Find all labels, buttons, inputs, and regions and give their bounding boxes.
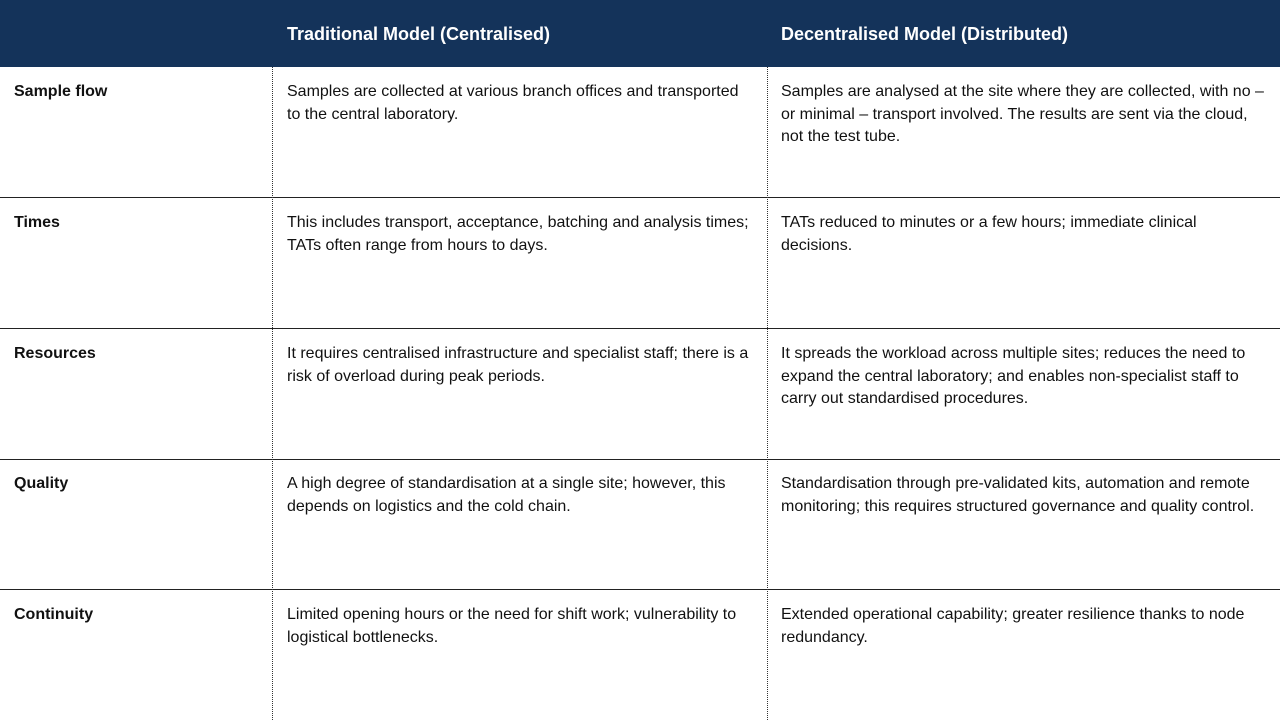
column-divider-dotted: [767, 67, 768, 720]
decentralised-cell: Standardisation through pre-validated kits, automation and remote monitoring; this requires structured governance and quality control.: [781, 475, 1255, 515]
decentralised-cell: Extended operational capability; greater resilience thanks to node redundancy.: [781, 606, 1245, 646]
traditional-cell: Samples are collected at various branch offices and transported to the central laboratory.: [287, 83, 739, 123]
traditional-cell: A high degree of standardisation at a single site; however, this depends on logistics and the cold chain.: [287, 475, 726, 515]
traditional-cell: This includes transport, acceptance, batching and analysis times; TATs often range from hours to days.: [287, 214, 749, 254]
table-row-continuity: [0, 590, 1280, 721]
row-label: Sample flow: [14, 83, 108, 100]
header-decentralised-model: Decentralised Model (Distributed): [781, 24, 1069, 44]
table-row-times: [0, 198, 1280, 329]
row-label: Times: [14, 214, 60, 231]
table-row-sample-flow: [0, 67, 1280, 198]
table-row-quality: [0, 459, 1280, 590]
traditional-cell: It requires centralised infrastructure and specialist staff; there is a risk of overload during peak periods.: [287, 345, 749, 385]
row-label: Continuity: [14, 606, 94, 623]
header-traditional-model: Traditional Model (Centralised): [287, 24, 551, 44]
traditional-cell: Limited opening hours or the need for shift work; vulnerability to logistical bottlenecks.: [287, 606, 737, 646]
table-row-resources: [0, 329, 1280, 460]
table-header: [0, 0, 1280, 67]
column-divider-dotted: [272, 67, 273, 720]
row-label: Resources: [14, 345, 96, 362]
decentralised-cell: Samples are analysed at the site where they are collected, with no – or minimal – transport involved. The results are sent via the cloud, not the test tube.: [781, 83, 1264, 146]
decentralised-cell: It spreads the workload across multiple sites; reduces the need to expand the central laboratory; and enables non-specialist staff to carry out standardised procedures.: [781, 345, 1246, 408]
decentralised-cell: TATs reduced to minutes or a few hours; immediate clinical decisions.: [781, 214, 1197, 254]
row-label: Quality: [14, 475, 69, 492]
